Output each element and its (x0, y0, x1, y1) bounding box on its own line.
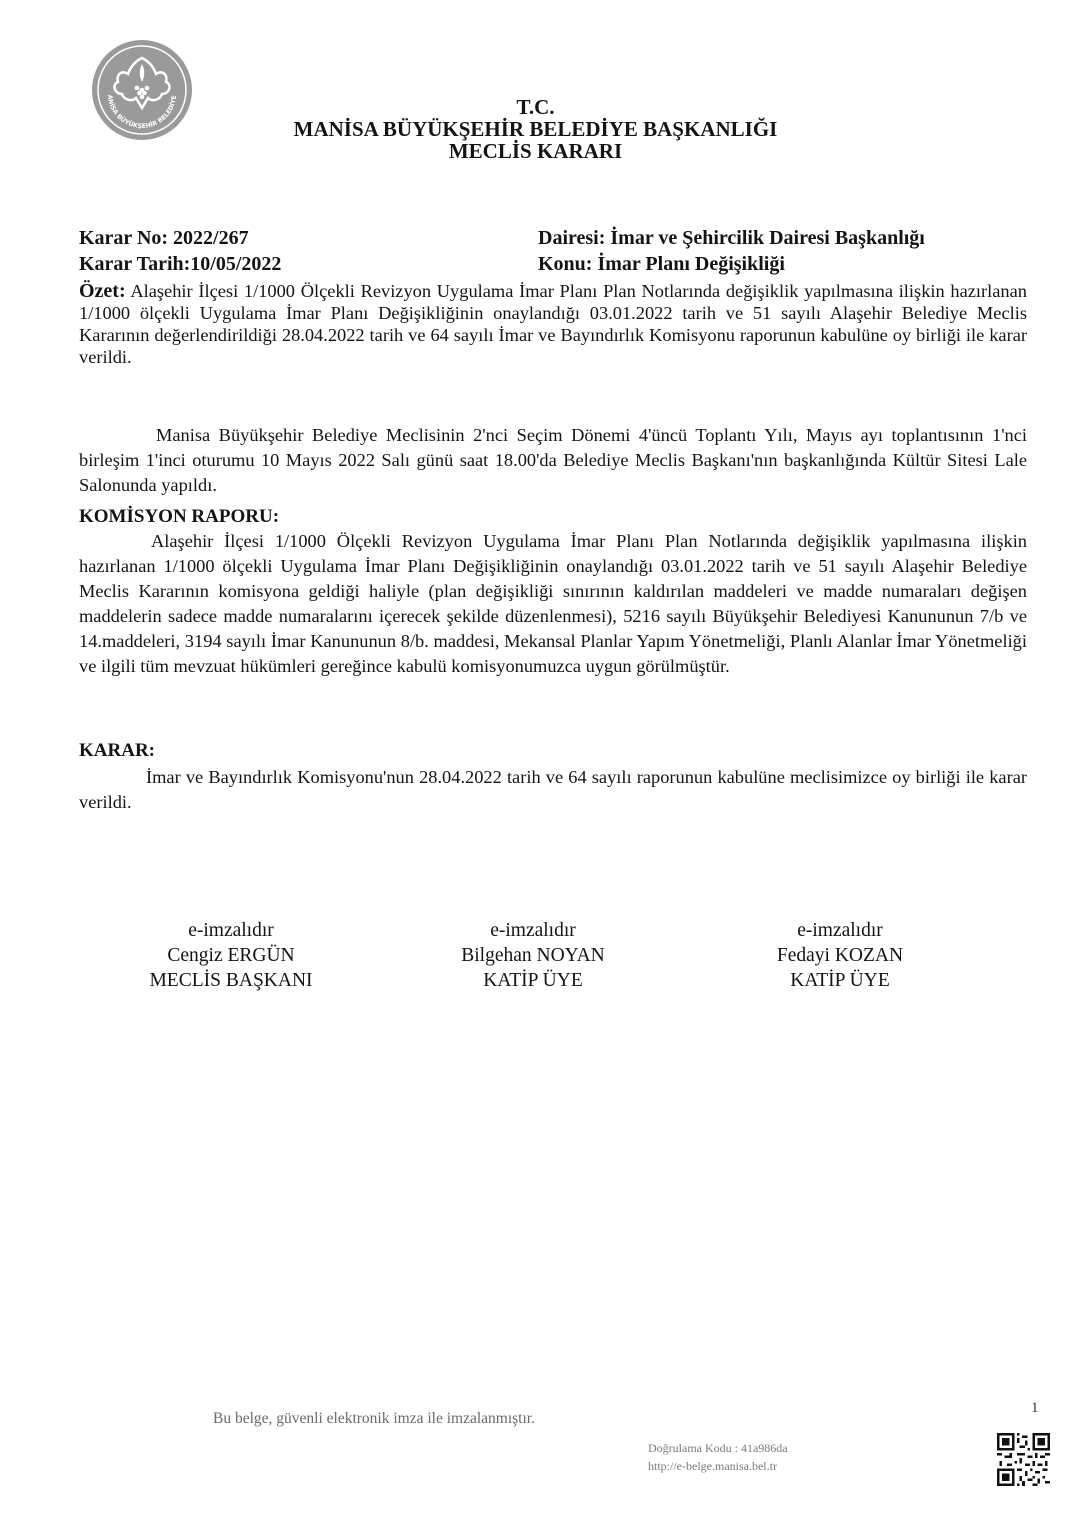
signature-status: e-imzalıdır (490, 920, 576, 941)
verification-url: http://e-belge.manisa.bel.tr (648, 1459, 777, 1473)
summary-label: Özet: (79, 280, 126, 302)
signatory-name: Bilgehan NOYAN (461, 945, 605, 966)
signatory-title: MECLİS BAŞKANI (149, 970, 313, 991)
signature-status: e-imzalıdır (797, 920, 883, 941)
header-document-type: MECLİS KARARI (448, 139, 623, 163)
page-number: 1 (1031, 1400, 1039, 1416)
summary-paragraph (79, 280, 1027, 368)
session-intro-paragraph: Manisa Büyükşehir Belediye Meclisinin 2'nci Seçim Dönemi 4'üncü Toplantı Yılı, Mayıs ayı toplantısının 1'nci birleşim 1'inci oturumu 10 Mayıs 2022 Salı günü saat 18.00'da Belediye Meclis Başkanı'nın başkanlığında Kültür Sitesi Lale Salonunda yapıldı. (79, 425, 1027, 495)
signatory-name: Fedayi KOZAN (776, 945, 904, 966)
decision-title: KARAR: (79, 740, 155, 761)
signature-block-chair (116, 918, 346, 993)
subject: Konu: İmar Planı Değişikliği (538, 253, 785, 275)
signatory-title: KATİP ÜYE (483, 970, 583, 991)
signatory-title: KATİP ÜYE (790, 970, 890, 991)
decision-date: Karar Tarih:10/05/2022 (79, 253, 282, 275)
commission-report-text: Alaşehir İlçesi 1/1000 Ölçekli Revizyon Uygulama İmar Planı Plan Notlarında değişiklik yapılmasına ilişkin hazırlanan 1/1000 ölçekli Uygulama İmar Planı Değişikliğinin onaylandığı 03.01.2022 tarih ve 51 sayılı Alaşehir Belediye Meclis Kararının komisyona geldiği haliyle (plan değişikliği sınırının kaldırılan maddeleri ve madde numaraları değişen maddelerin sadece madde numaralarını içerecek şekilde düzenlenmesi), 5216 sayılı Büyükşehir Belediyesi Kanununun 7/b ve 14.maddeleri, 3194 sayılı İmar Kanununun 8/b. maddesi, Mekansal Planlar Yapım Yönetmeliği, Planlı Alanlar İmar Yönetmeliği ve ilgili tüm mevzuat hükümleri gereğince kabulü komisyonumuzca uygun görülmüştür. (79, 531, 1027, 676)
qr-code-icon (997, 1433, 1050, 1486)
header-institution: MANİSA BÜYÜKŞEHİR BELEDİYE BAŞKANLIĞI (293, 117, 778, 141)
decision-text: İmar ve Bayındırlık Komisyonu'nun 28.04.2022 tarih ve 64 sayılı raporunun kabulüne meclisimizce oy birliği ile karar verildi. (79, 767, 1027, 812)
commission-report-title: KOMİSYON RAPORU: (79, 506, 280, 527)
department: Dairesi: İmar ve Şehircilik Dairesi Başkanlığı (538, 227, 925, 249)
signature-block-clerk-2 (725, 918, 955, 993)
summary-text: Alaşehir İlçesi 1/1000 Ölçekli Revizyon Uygulama İmar Planı Plan Notlarında değişiklik yapılmasına ilişkin hazırlanan 1/1000 ölçekli Uygulama İmar Planı Değişikliğinin onaylandığı 03.01.2022 tarih ve 51 sayılı Alaşehir Belediye Meclis Kararının değerlendirildiği 28.04.2022 tarih ve 64 sayılı İmar ve Bayındırlık Komisyonu raporunun kabulüne oy birliği ile karar verildi. (79, 281, 1027, 367)
signature-block-clerk-1 (418, 918, 648, 993)
decision-number: Karar No: 2022/267 (79, 227, 249, 249)
verification-code: Doğrulama Kodu : 41a986da (648, 1441, 788, 1455)
header-tc: T.C. (516, 95, 555, 119)
e-signature-note: Bu belge, güvenli elektronik imza ile imzalanmıştır. (213, 1410, 535, 1427)
svg-text:MANİSA BÜYÜKŞEHİR BELEDİYESİ: ANİSA BÜYÜKŞEHİR BELEDİYE (105, 94, 179, 131)
signatory-name: Cengiz ERGÜN (167, 945, 295, 966)
signature-status: e-imzalıdır (188, 920, 274, 941)
